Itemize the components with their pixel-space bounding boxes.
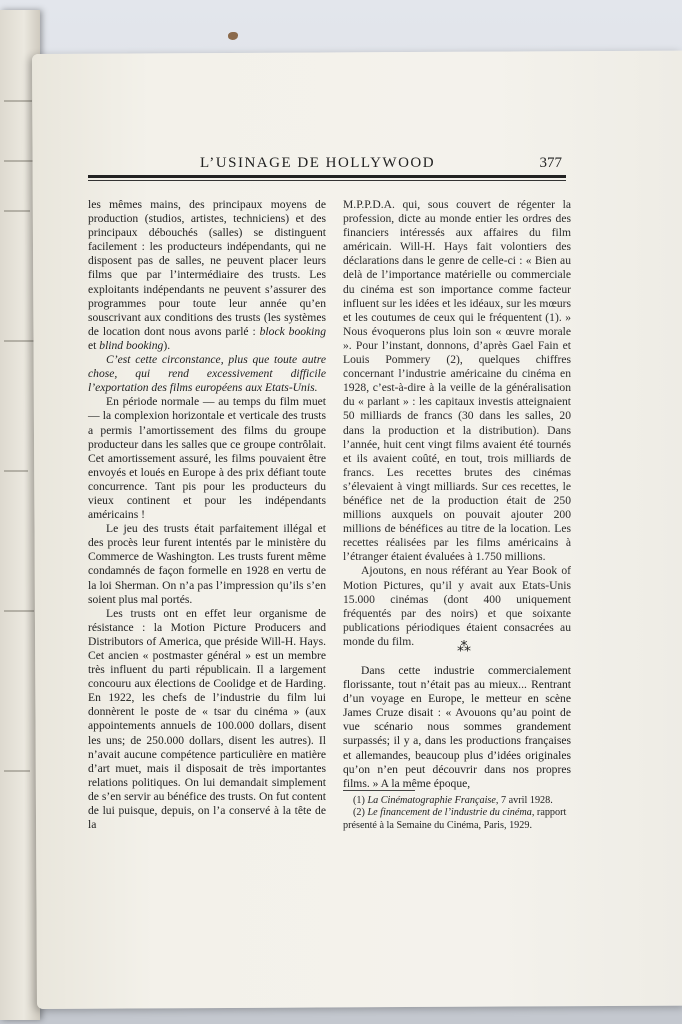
header-rule-thin xyxy=(88,180,566,181)
footnote-rest: , 7 avril 1928. xyxy=(495,795,553,806)
footnote-mark: (2) xyxy=(353,807,365,819)
paragraph xyxy=(343,564,571,649)
paragraph-italic xyxy=(88,353,326,395)
header-rule xyxy=(88,175,566,178)
footnote-source: Le financement de l’industrie du cinéma xyxy=(367,807,532,819)
paragraph-text: les mêmes mains, des principaux moyens de production (studios, artistes, techniciens) et des principaux débouchés (salles) se distinguent facilement : les producteurs indépendants, qui ne disposent pas de salles, ne peuvent placer leurs films que par l’intermédiaire des trusts. Les exploitants indépendants ne peuvent s’assurer des programmes pour toute leur année qu’en souscrivant aux conditions des trusts (les systèmes de location dont nous avons parlé : block booking et blind booking). xyxy=(88,198,326,352)
footnote xyxy=(343,795,571,807)
section-ornament: ⁂ xyxy=(457,640,471,655)
paragraph xyxy=(343,664,571,791)
section-two xyxy=(343,664,571,791)
paragraph-text: Dans cette industrie commercialement florissante, tout n’était pas au mieux... Rentrant d’un voyage en Europe, le metteur en scène James Cruze disait : « Avouons qu’au point de vue scénario nous sommes grandement surpassés; il y a, dans les productions françaises et allemandes, beaucoup plus d’idées originales qu’on n’en peut découvrir dans nos propres films. » A la même époque, xyxy=(343,664,571,790)
footnote-mark: (1) xyxy=(353,795,365,806)
paragraph xyxy=(343,198,571,564)
paragraph xyxy=(88,198,326,353)
footnote-rule xyxy=(343,790,415,791)
paragraph xyxy=(88,607,326,833)
footnote xyxy=(343,807,571,832)
footnote-source: La Cinématographie Française xyxy=(367,795,496,806)
running-title: L’USINAGE DE HOLLYWOOD xyxy=(200,155,436,171)
footnotes xyxy=(343,795,571,832)
footnote-rest: , rapport présenté à la Semaine du Cinéma, Paris, 1929. xyxy=(343,807,567,831)
italic-term: blind booking xyxy=(99,338,164,352)
paragraph-text: Le jeu des trusts était parfaitement illégal et des procès leur furent intentés par le ministère du Commerce de Washington. Les trusts furent même condamnés de façon formelle en 1928 en vertu de la loi Sherman. On n’a pas l’impression qu’ils s’en soient plus mal portés. xyxy=(88,522,326,606)
paragraph xyxy=(88,522,326,607)
page-number: 377 xyxy=(539,155,562,171)
paragraph-text: C’est cette circonstance, plus que toute autre chose, qui rend excessivement difficile l’exportation des films européens aux Etats-Unis. xyxy=(88,353,326,395)
paragraph-text: En période normale — au temps du film muet — la complexion horizontale et verticale des trusts a permis l’amortissement des films du groupe producteur dans les salles que ce groupe contrôlait. Cet amortissement assuré, les films pouvaient être envoyés et loués en Europe à des prix défiant toute concurrence. Tant pis pour les producteurs du vieux continent et pour les indépendants américains ! xyxy=(88,395,326,522)
paragraph xyxy=(88,395,326,522)
left-column xyxy=(88,198,326,832)
paragraph-text: Les trusts ont en effet leur organisme de résistance : la Motion Picture Producers and Distributors of America, que préside Will-H. Hays. Cet ancien « postmaster général » est un membre très influent du parti républicain. Il a largement concouru aux élections de Coolidge et de Harding. En 1922, les chefs de l’industrie du film lui donnèrent le poste de « tsar du cinéma » (aux appointements annuels de 100.000 dollars, disent les uns; de 250.000 dollars, disent les autres). Il n’avait aucune compétence particulière en matière d’art muet, mais il disposait de très importantes relations politiques. On lui demandait simplement de s’en servir au bénéfice des trusts. On fut content de lui puisque, depuis, on l’a conservé à la tête de la xyxy=(88,606,326,832)
italic-term: block booking xyxy=(259,324,326,338)
right-column xyxy=(343,198,571,649)
page-header xyxy=(88,153,566,181)
paragraph-text: Ajoutons, en nous référant au Year Book of Motion Pictures, qu’il y avait aux Etats-Unis 15.000 cinémas (dont 400 uniquement fréquentés par des noirs) et que soixante publications périodiques étaient consacrées au monde du film. xyxy=(343,564,571,648)
paragraph-text: M.P.P.D.A. qui, sous couvert de régenter la profession, dicte au monde entier les ordres des financiers intéressés aux affaires du film américain. Will-H. Hays fait volontiers des déclarations dans le genre de celle-ci : « Bien au delà de l’importance matérielle ou commerciale du cinéma est son importance comme facteur influent sur les idées et les idéaux, sur les mœurs et les coutumes de ceux qui le fréquentent (1). » Nous évoquerons plus loin son « œuvre morale ». Pour l’instant, donnons, d’après Gael Fain et Louis Pommery (2), quelques chiffres concernant l’industrie américaine du cinéma en 1928, c’est-à-dire à la veille de la généralisation du « parlant » : les capitaux investis atteignaient 50 milliards de francs (30 dans les salles, 20 dans la production et la distribution). Dans l’année, huit cent vingt films avaient été tournés et ils avaient coûté, en tout, trois milliards de francs. Les recettes brutes des cinémas s’élevaient à vingt milliards. Sur ces recettes, le bénéfice net de la production était de 250 millions auxquels on pouvait ajouter 200 millions de bénéfices au titre de la location. Les recettes réalisées par les films américains à l’étranger étaient évaluées à 1.750 millions. xyxy=(343,198,571,564)
